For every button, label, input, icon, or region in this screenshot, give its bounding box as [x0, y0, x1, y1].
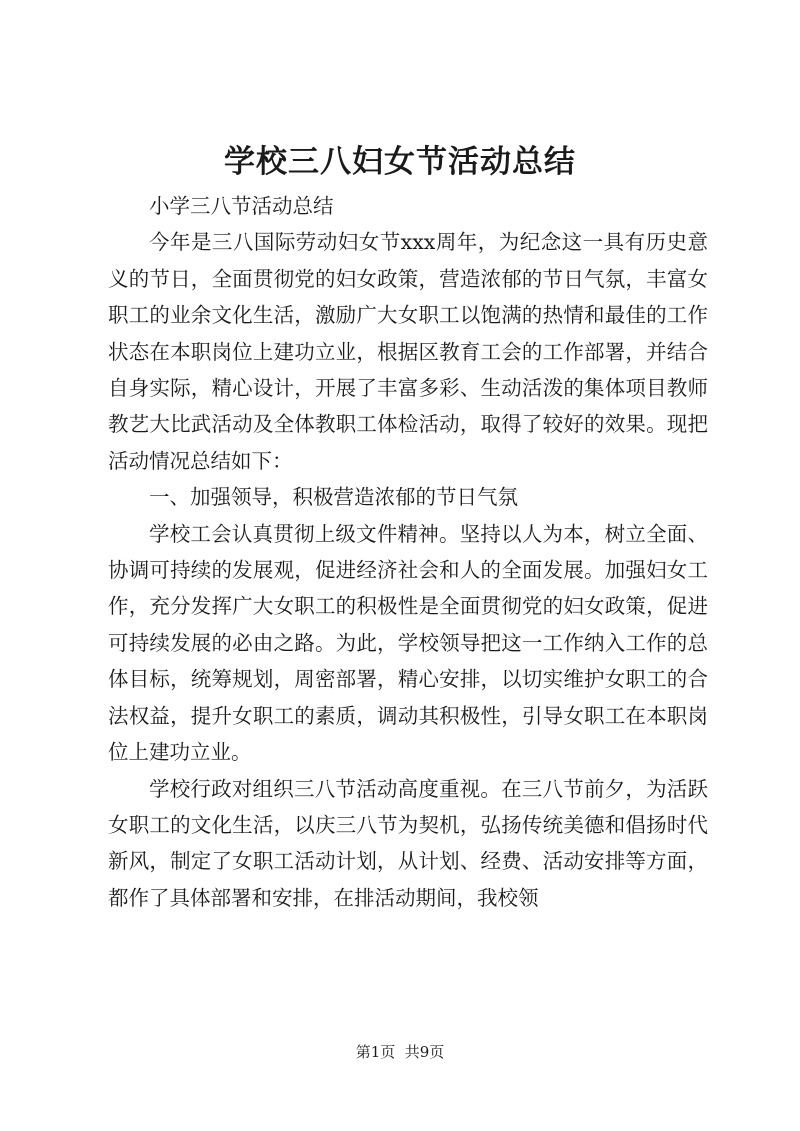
body-paragraph: 学校工会认真贯彻上级文件精神。坚持以人为本，树立全面、协调可持续的发展观，促进经济社会和人的全面发展。加强妇女工作，充分发挥广大女职工的积极性是全面贯彻党的妇女政策，促进可持续发展的必由之路。为此，学校领导把这一工作纳入工作的总体目标，统筹规划，周密部署，精心安排，以切实维护女职工的合法权益，提升女职工的素质，调动其积极性，引导女职工在本职岗位上建功立业。: [108, 521, 708, 765]
document-title: 学校三八妇女节活动总结: [224, 144, 576, 180]
section-heading: 一、加强领导，积极营造浓郁的节日气氛: [149, 485, 518, 510]
page-footer: [0, 1042, 800, 1062]
page-number: 第1页 共9页: [355, 1043, 445, 1061]
subtitle-paragraph: 小学三八节活动总结: [149, 194, 334, 218]
document-body: [108, 188, 708, 916]
body-paragraph: 学校行政对组织三八节活动高度重视。在三八节前夕，为活跃女职工的文化生活，以庆三八节为契机，弘扬传统美德和倡扬时代新风，制定了女职工活动计划，从计划、经费、活动安排等方面，都作了具体部署和安排，在排活动期间，我校领: [108, 776, 708, 910]
intro-paragraph: 今年是三八国际劳动妇女节xxx周年，为纪念这一具有历史意义的节日，全面贯彻党的妇女政策，营造浓郁的节日气氛，丰富女职工的业余文化生活，激励广大女职工以饱满的热情和最佳的工作状态在本职岗位上建功立业，根据区教育工会的工作部署，并结合自身实际，精心设计，开展了丰富多彩、生动活泼的集体项目教师教艺大比武活动及全体教职工体检活动，取得了较好的效果。现把活动情况总结如下：: [108, 230, 708, 473]
